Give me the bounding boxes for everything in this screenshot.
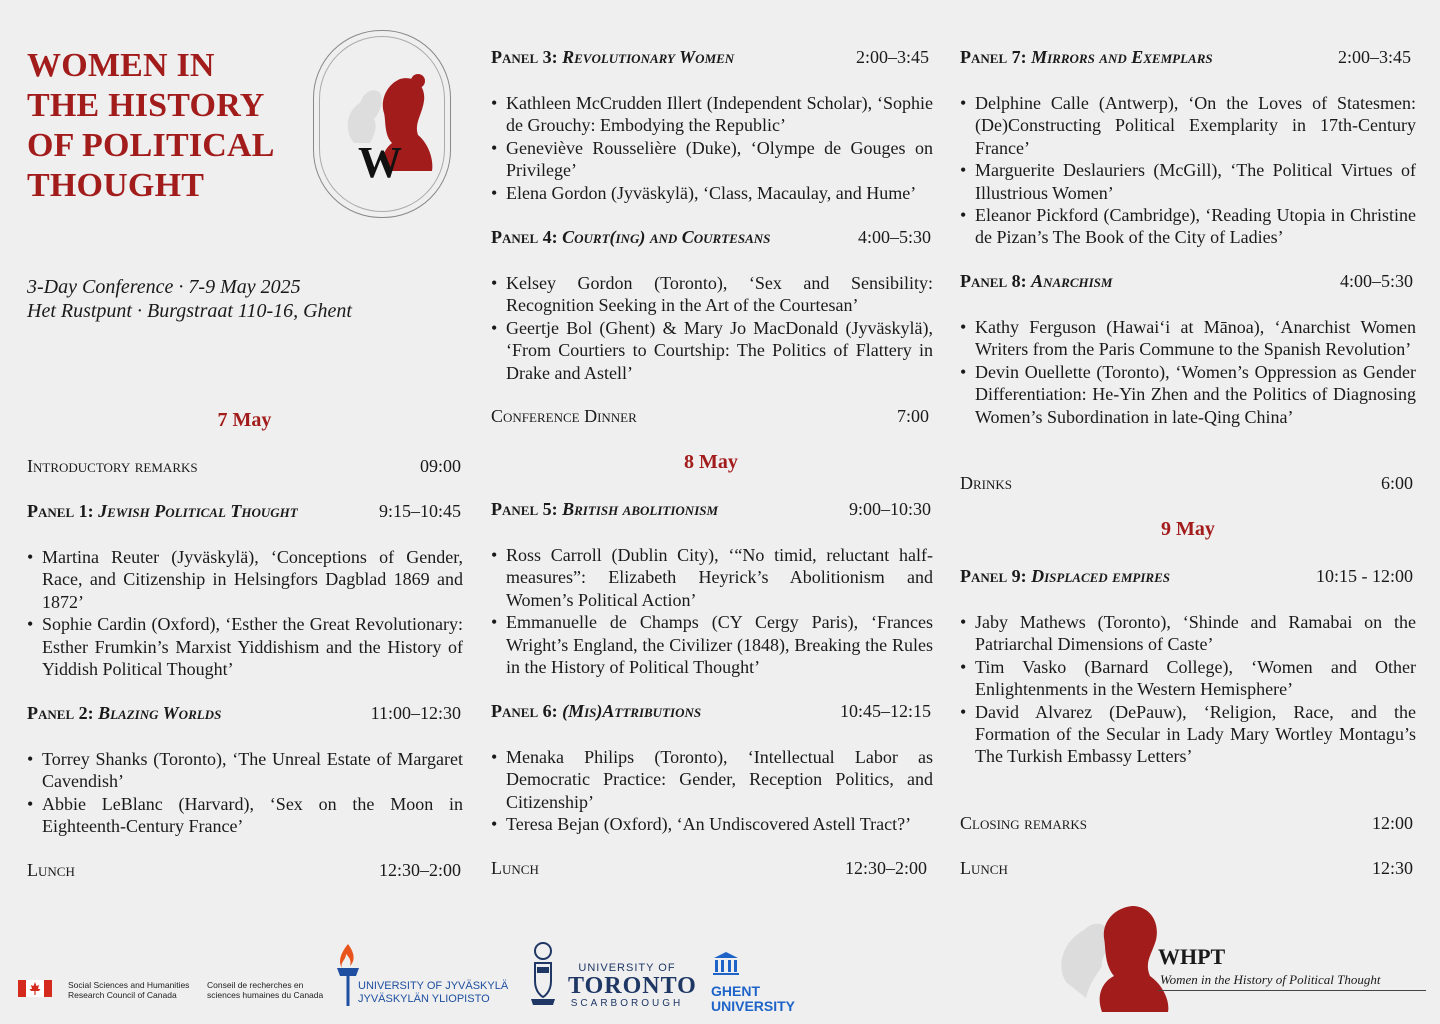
- talk-item: • Emmanuelle de Champs (CY Cergy Paris), ‘Frances Wright’s England, the Civilizer (1848), Breaking the Rules in the History of Political Thought’: [491, 611, 933, 678]
- panel-4-header: [491, 227, 931, 248]
- sshrc-line: Research Council of Canada: [68, 990, 177, 1000]
- conference-dates: 3-Day Conference · 7-9 May 2025: [27, 276, 301, 298]
- panel-topic: Blazing Worlds: [98, 703, 222, 723]
- panel-4-talks: [491, 272, 933, 384]
- panel-2-header: [27, 703, 461, 724]
- panel-7-header: [960, 47, 1411, 68]
- canada-flag-icon: [18, 980, 52, 997]
- drinks-row: [960, 473, 1413, 494]
- intro-label: Introductory remarks: [27, 456, 198, 476]
- ghent-line: UNIVERSITY: [711, 998, 796, 1014]
- intro-row: [27, 456, 461, 477]
- talk-item: • Abbie LeBlanc (Harvard), ‘Sex on the Moon in Eighteenth-Century France’: [27, 793, 463, 838]
- talk-item: • Martina Reuter (Jyväskylä), ‘Conceptions of Gender, Race, and Citizenship in Helsingfors Dagblad 1869 and 1872’: [27, 546, 463, 613]
- panel-time: 9:15–10:45: [378, 501, 461, 521]
- panel-label: Panel 2:: [27, 703, 94, 723]
- toronto-line: TORONTO: [568, 973, 697, 999]
- drinks-label: Drinks: [960, 473, 1013, 493]
- toronto-logo: [568, 962, 697, 1009]
- talk-item: • Jaby Mathews (Toronto), ‘Shinde and Ramabai on the Patriarchal Dimensions of Caste’: [960, 611, 1416, 656]
- panel-time: 2:00–3:45: [1337, 47, 1411, 67]
- panel-time: 10:15 - 12:00: [1316, 566, 1413, 586]
- lunch-time: 12:30–2:00: [378, 860, 461, 880]
- closing-time: 12:00: [1371, 813, 1413, 833]
- panel-time: 4:00–5:30: [1339, 271, 1413, 291]
- talk-item: • Eleanor Pickford (Cambridge), ‘Reading Utopia in Christine de Pizan’s The Book of the City of Ladies’: [960, 204, 1416, 249]
- panel-topic: Revolutionary Women: [562, 47, 735, 67]
- panel-topic: Anarchism: [1031, 271, 1113, 291]
- panel-topic: Jewish Political Thought: [98, 501, 298, 521]
- talk-item: • Tim Vasko (Barnard College), ‘Women and Other Enlightenments in the Western Hemisphere’: [960, 656, 1416, 701]
- silhouette-icon: [314, 31, 450, 217]
- panel-8-header: [960, 271, 1413, 292]
- talk-item: • Delphine Calle (Antwerp), ‘On the Loves of Statesmen: (De)Constructing Political Exemplarity in 17th-Century France’: [960, 92, 1416, 159]
- panel-9-header: [960, 566, 1413, 587]
- ghent-building-icon: [712, 952, 740, 976]
- panel-label: Panel 9:: [960, 566, 1027, 586]
- talk-item: • Sophie Cardin (Oxford), ‘Esther the Great Revolutionary: Esther Frumkin’s Marxist Yiddishism and the History of Yiddish Political Thought’: [27, 613, 463, 680]
- jyvaskyla-logo: [358, 980, 508, 1006]
- sshrc-line: Conseil de recherches en: [207, 980, 304, 990]
- dinner-row: [491, 406, 929, 427]
- panel-label: Panel 1:: [27, 501, 94, 521]
- talk-item: • Devin Ouellette (Toronto), ‘Women’s Oppression as Gender Differentiation: He-Yin Zhen and the Politics of Diagnosing Women’s Subordination in late-Qing China’: [960, 361, 1416, 428]
- panel-topic: (Mis)Attributions: [562, 701, 702, 721]
- panel-3-header: [491, 47, 929, 68]
- lunch-time: 12:30: [1371, 858, 1413, 878]
- intro-time: 09:00: [419, 456, 461, 476]
- talk-item: • Geertje Bol (Ghent) & Mary Jo MacDonald (Jyväskylä), ‘From Courtiers to Courtship: The Politics of Flattery in Drake and Astell’: [491, 317, 933, 384]
- lunch-row: [27, 860, 461, 881]
- panel-time: 11:00–12:30: [370, 703, 461, 723]
- toronto-crest-icon: [527, 941, 559, 1009]
- panel-7-talks: [960, 92, 1416, 249]
- conference-title: [27, 46, 317, 206]
- panel-label: Panel 6:: [491, 701, 558, 721]
- jyu-line: UNIVERSITY OF JYVÄSKYLÄ: [358, 980, 509, 992]
- day-heading: 9 May: [1161, 518, 1215, 540]
- talk-item: • Elena Gordon (Jyväskylä), ‘Class, Macaulay, and Hume’: [491, 182, 933, 204]
- logo-letter: W: [358, 138, 402, 187]
- panel-label: Panel 3:: [491, 47, 558, 67]
- title-line: THE HISTORY: [27, 87, 265, 124]
- talk-item: • David Alvarez (DePauw), ‘Religion, Race, and the Formation of the Secular in Lady Mary Wortley Montagu’s The Turkish Embassy Letters’: [960, 701, 1416, 768]
- lunch-label: Lunch: [27, 860, 75, 880]
- panel-time: 10:45–12:15: [839, 701, 931, 721]
- talk-item: • Geneviève Rousselière (Duke), ‘Olympe de Gouges on Privilege’: [491, 137, 933, 182]
- logo-oval: [313, 30, 451, 218]
- panel-5-talks: [491, 544, 933, 678]
- jyu-line: JYVÄSKYLÄN YLIOPISTO: [358, 993, 490, 1005]
- lunch-label: Lunch: [960, 858, 1008, 878]
- talk-item: • Ross Carroll (Dublin City), ‘“No timid, reluctant half-measures”: Elizabeth Heyrick’s Abolitionism and Women’s Political Action’: [491, 544, 933, 611]
- talk-item: • Kathy Ferguson (Hawaiʻi at Mānoa), ‘Anarchist Women Writers from the Paris Commune to the Spanish Revolution’: [960, 316, 1416, 361]
- whpt-underline: [1158, 990, 1426, 991]
- lunch-label: Lunch: [491, 858, 539, 878]
- panel-8-talks: [960, 316, 1416, 428]
- talk-item: • Kelsey Gordon (Toronto), ‘Sex and Sensibility: Recognition Seeking in the Art of the Courtesan’: [491, 272, 933, 317]
- dinner-label: Conference Dinner: [491, 406, 637, 426]
- panel-5-header: [491, 499, 931, 520]
- panel-3-talks: [491, 92, 933, 204]
- day-heading: 8 May: [684, 451, 738, 473]
- toronto-line: UNIVERSITY OF: [578, 962, 676, 974]
- lunch-time: 12:30–2:00: [844, 858, 927, 878]
- lunch-row: [960, 858, 1413, 879]
- panel-1-talks: [27, 546, 463, 680]
- talk-item: • Kathleen McCrudden Illert (Independent Scholar), ‘Sophie de Grouchy: Embodying the Republic’: [491, 92, 933, 137]
- panel-1-header: [27, 501, 461, 522]
- panel-topic: Mirrors and Exemplars: [1031, 47, 1213, 67]
- panel-6-talks: [491, 746, 933, 836]
- dinner-time: 7:00: [896, 406, 929, 426]
- talk-item: • Menaka Philips (Toronto), ‘Intellectual Labor as Democratic Practice: Gender, Reception Politics, and Citizenship’: [491, 746, 933, 813]
- closing-row: [960, 813, 1413, 834]
- title-line: THOUGHT: [27, 167, 205, 204]
- panel-topic: British abolitionism: [562, 499, 719, 519]
- panel-label: Panel 5:: [491, 499, 558, 519]
- talk-item: • Teresa Bejan (Oxford), ‘An Undiscovered Astell Tract?’: [491, 813, 933, 835]
- panel-9-talks: [960, 611, 1416, 768]
- title-line: OF POLITICAL: [27, 127, 275, 164]
- closing-label: Closing remarks: [960, 813, 1088, 833]
- sshrc-line: sciences humaines du Canada: [207, 990, 324, 1000]
- panel-6-header: [491, 701, 931, 722]
- talk-item: • Marguerite Deslauriers (McGill), ‘The Political Virtues of Illustrious Women’: [960, 159, 1416, 204]
- panel-label: Panel 4:: [491, 227, 558, 247]
- title-line: WOMEN IN: [27, 47, 215, 84]
- talk-item: • Torrey Shanks (Toronto), ‘The Unreal Estate of Margaret Cavendish’: [27, 748, 463, 793]
- panel-time: 4:00–5:30: [857, 227, 931, 247]
- sshrc-english: [68, 980, 189, 1000]
- ghent-line: GHENT: [711, 983, 760, 999]
- panel-time: 2:00–3:45: [855, 47, 929, 67]
- toronto-line: SCARBOROUGH: [570, 998, 684, 1009]
- conference-venue: Het Rustpunt · Burgstraat 110-16, Ghent: [27, 300, 352, 322]
- whpt-tagline: Women in the History of Political Thought: [1160, 972, 1381, 987]
- sshrc-line: Social Sciences and Humanities: [68, 980, 190, 990]
- whpt-wordmark: WHPT: [1158, 944, 1226, 969]
- panel-time: 9:00–10:30: [848, 499, 931, 519]
- panel-topic: Displaced empires: [1031, 566, 1170, 586]
- day-heading: 7 May: [217, 409, 272, 431]
- ghent-logo: [711, 984, 795, 1014]
- lunch-row: [491, 858, 927, 879]
- panel-topic: Court(ing) and Courtesans: [562, 227, 771, 247]
- drinks-time: 6:00: [1380, 473, 1413, 493]
- panel-label: Panel 8:: [960, 271, 1027, 291]
- panel-2-talks: [27, 748, 463, 838]
- panel-label: Panel 7:: [960, 47, 1027, 67]
- sshrc-french: [207, 980, 323, 1000]
